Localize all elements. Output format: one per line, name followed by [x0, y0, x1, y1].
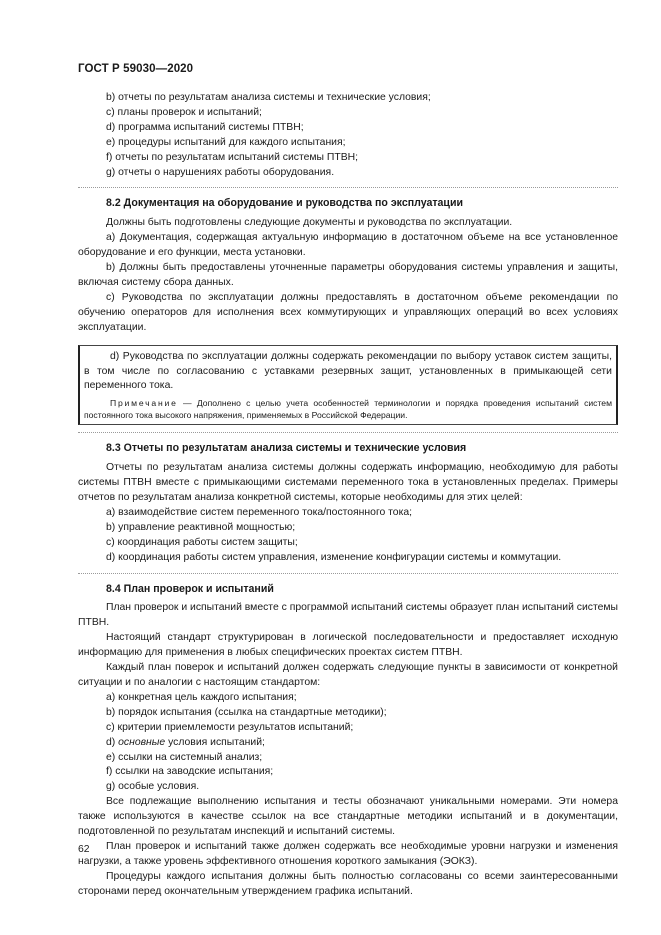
item-d-suffix: условия испытаний;: [165, 736, 265, 748]
section-heading-8-4: 8.4 План проверок и испытаний: [106, 582, 274, 595]
section-divider: [78, 432, 618, 433]
amendment-note: [84, 398, 612, 421]
section-8-4-para5: План проверок и испытаний также должен содержать все необходимые уровни нагрузки и изменения нагрузки, а также уровень эффективного отношения короткого замыкания (ЭОКЗ).: [78, 840, 618, 867]
section-heading-8-3: 8.3 Отчеты по результатам анализа системы и технические условия: [106, 442, 467, 455]
item-d-italic: основные: [118, 736, 166, 748]
list-item: g) отчеты о нарушениях работы оборудования.: [106, 166, 335, 178]
page-number: 62: [78, 844, 90, 855]
note-text: — Дополнено с целью учета особенностей терминологии и порядка проведения испытаний систем постоянного тока высокого напряжения, применяемых в Российской Федерации.: [84, 398, 612, 420]
list-item: a) взаимодействие систем переменного тока/постоянного тока;: [106, 506, 413, 518]
list-item: c) планы проверок и испытаний;: [106, 106, 262, 118]
section-8-4-para6: Процедуры каждого испытания должны быть полностью согласованы со всеми заинтересованными сторонами перед окончательным утверждением графика испытаний.: [78, 870, 618, 897]
section-8-4-para2: Настоящий стандарт структурирован в логической последовательности и предоставляет исходную информацию для применения в любых специфических проектах систем ПТВН.: [78, 632, 618, 659]
list-item: b) отчеты по результатам анализа системы и технические условия;: [106, 92, 431, 103]
section-8-3-para: Отчеты по результатам анализа системы должны содержать информацию, необходимую для работы системы ПТВН вместе с примыкающими системами переменного тока в установленных пределах. Примеры отчетов по результатам анализа конкретной системы, которые необходимы для этих целей:: [78, 462, 618, 504]
section-8-2-item-a: a) Документация, содержащая актуальную информацию в достаточном объеме на все установленное оборудование и его функции, места установки.: [78, 232, 618, 259]
section-8-2-item-c: c) Руководства по эксплуатации должны предоставлять в достаточном объеме рекомендации по обучению операторов для исполнения всех коммутирующих и управляющих операций во всех условиях эксплуатации.: [78, 291, 618, 333]
list-item: c) критерии приемлемости результатов испытаний;: [106, 721, 354, 733]
list-item: d) координация работы систем управления, изменение конфигурации системы и коммутации.: [106, 551, 562, 563]
section-divider: [78, 573, 618, 574]
amendment-box: [78, 345, 618, 426]
standard-code-header: ГОСТ Р 59030—2020: [78, 63, 194, 75]
section-8-4-para1: План проверок и испытаний вместе с программой испытаний системы образует план испытаний системы ПТВН.: [78, 602, 618, 629]
section-divider: [78, 187, 618, 188]
page-content: [78, 91, 618, 900]
section-8-2-item-d: d) Руководства по эксплуатации должны содержать рекомендации по выбору уставок систем защиты, в том числе по согласованию с уставками резервных защит, установленных в примыкающей сети переменного тока.: [84, 350, 612, 392]
section-8-4-para3: Каждый план поверок и испытаний должен содержать следующие пункты в зависимости от конкретной ситуации и по аналогии с настоящим стандартом:: [78, 662, 618, 688]
section-heading-8-2: 8.2 Документация на оборудование и руководства по эксплуатации: [106, 197, 463, 210]
list-item: [78, 736, 618, 751]
list-item: c) координация работы систем защиты;: [106, 536, 298, 548]
list-item: d) программа испытаний системы ПТВН;: [106, 121, 304, 133]
list-item: e) процедуры испытаний для каждого испытания;: [106, 136, 346, 148]
list-item: b) управление реактивной мощностью;: [106, 521, 296, 533]
list-item: f) ссылки на заводские испытания;: [106, 766, 274, 778]
section-8-2-intro: Должны быть подготовлены следующие документы и руководства по эксплуатации.: [106, 217, 513, 229]
list-item: a) конкретная цель каждого испытания;: [106, 691, 297, 703]
list-item: e) ссылки на системный анализ;: [106, 751, 263, 763]
section-8-4-para4: Все подлежащие выполнению испытания и тесты обозначают уникальными номерами. Эти номера также используются в качестве ссылок на все стандартные методики испытаний и в документации, подготовленной по результатам инспекций и испытаний системы.: [78, 796, 618, 838]
item-d-prefix: d): [106, 736, 119, 748]
list-item: g) особые условия.: [106, 781, 200, 793]
section-8-2-item-b: b) Должны быть предоставлены уточненные параметры оборудования системы управления и защиты, включая систему сбора данных.: [78, 262, 618, 288]
list-item: f) отчеты по результатам испытаний системы ПТВН;: [106, 151, 359, 163]
list-item: b) порядок испытания (ссылка на стандартные методики);: [106, 706, 387, 718]
note-label: Примечание: [110, 398, 178, 409]
